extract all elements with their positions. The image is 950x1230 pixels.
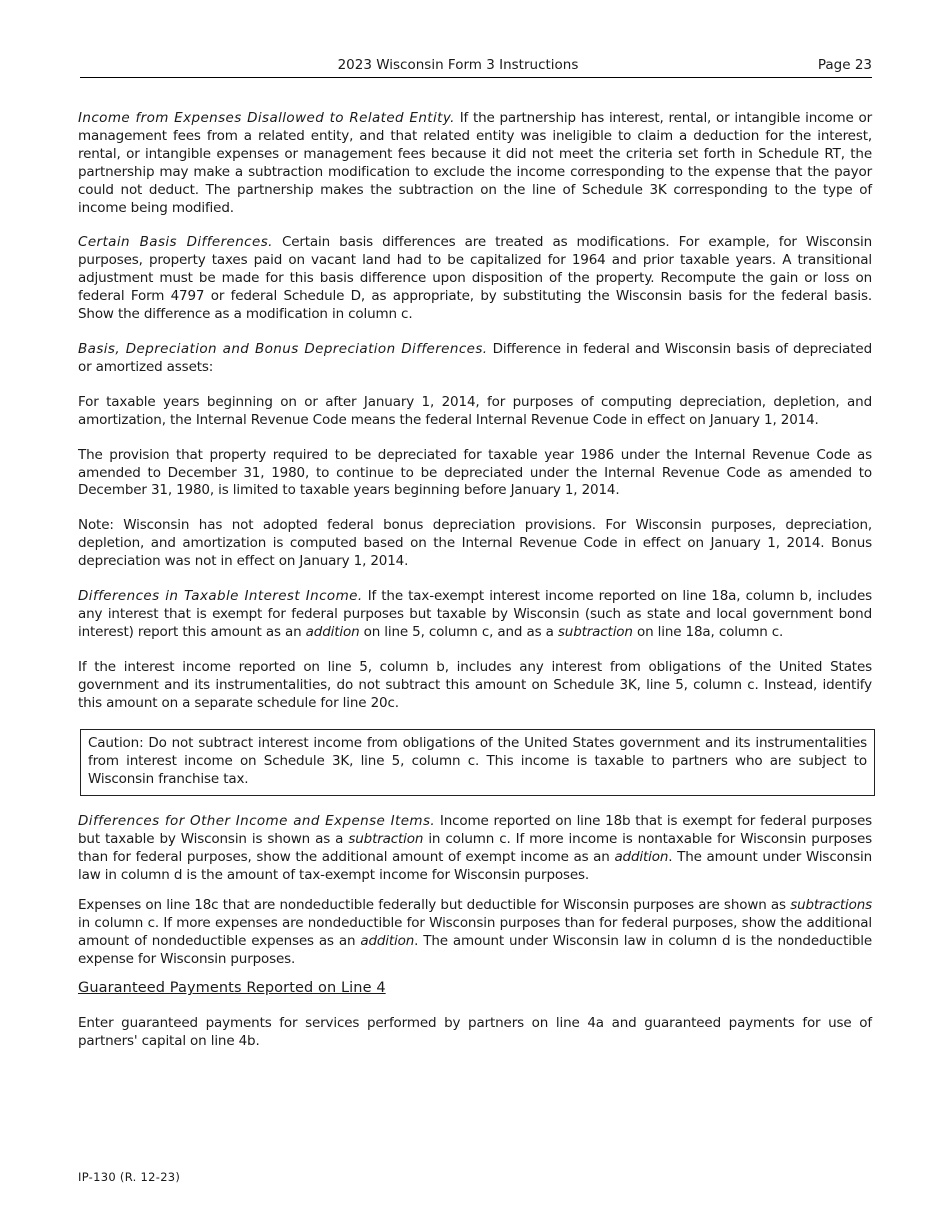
paragraph-bonus-note: Note: Wisconsin has not adopted federal bonus depreciation provisions. For Wisconsin purposes, depreciation, depletion, and amortization is computed based on the Internal Revenue Code in effect on January 1, 2014. Bonus depreciation was not in effect on January 1, 2014. (78, 517, 872, 570)
emphasis-subtractions: subtractions (790, 896, 872, 913)
paragraph-depreciation-2014: For taxable years beginning on or after January 1, 2014, for purposes of computing depreciation, depletion, and amortization, the Internal Revenue Code means the federal Internal Revenue Code in effect on January 1, 2014. (78, 393, 872, 428)
paragraph-text: in column c. If more expenses are nondeductible for Wisconsin purposes than for federal purposes, show the additional amount of nondeductible expenses as an (78, 914, 872, 949)
document-body (78, 110, 872, 1068)
paragraph-text: . The amount under Wisconsin law in column d is the nondeductible expense for Wisconsin purposes. (78, 932, 872, 967)
paragraph-text: Difference in federal and Wisconsin basis of depreciated or amortized assets: (78, 340, 872, 375)
section-lead-other-income: Differences for Other Income and Expense Items. (78, 813, 436, 830)
section-lead-basis-differences: Certain Basis Differences. (78, 234, 273, 251)
emphasis-subtraction: subtraction (557, 623, 633, 640)
page-number: Page 23 (817, 57, 872, 73)
caution-label: Caution: (88, 735, 144, 752)
paragraph-text: Income reported on line 18b that is exempt for federal purposes but taxable by Wisconsin is shown as a (78, 813, 872, 848)
section-lead-depreciation: Basis, Depreciation and Bonus Depreciation Differences. (78, 340, 488, 357)
document-title: 2023 Wisconsin Form 3 Instructions (337, 57, 579, 73)
section-lead-taxable-interest: Differences in Taxable Interest Income. (78, 588, 363, 605)
page-header (80, 57, 872, 78)
emphasis-addition: addition (305, 623, 360, 640)
paragraph-guaranteed-payments: Enter guaranteed payments for services performed by partners on line 4a and guaranteed payments for use of partners' capital on line 4b. (78, 1015, 872, 1050)
paragraph-us-obligations: If the interest income reported on line 5, column b, includes any interest from obligations of the United States government and its instrumentalities, do not subtract this amount on Schedule 3K, line 5, column c. Instead, identify this amount on a separate schedule for line 20c. (78, 658, 872, 711)
section-lead-related-entity: Income from Expenses Disallowed to Related Entity. (78, 110, 455, 126)
paragraph-basis-differences (78, 234, 872, 324)
paragraph-other-income (78, 813, 872, 885)
paragraph-text: . The amount under Wisconsin law in column d is the amount of tax-exempt income for Wisconsin purposes. (78, 849, 872, 883)
emphasis-addition: addition (614, 849, 669, 865)
paragraph-depreciation-1986: The provision that property required to be depreciated for taxable year 1986 under the Internal Revenue Code as amended to December 31, 1980, to continue to be depreciated under the Internal Revenue Code as amended to December 31, 1980, is limited to taxable years beginning before January 1, 2014. (78, 446, 872, 499)
emphasis-addition: addition (360, 932, 415, 949)
paragraph-text: Certain basis differences are treated as modifications. For example, for Wisconsin purposes, property taxes paid on vacant land had to be capitalized for 1964 and prior taxable years. A transitional adjustment must be made for this basis difference upon disposition of the property. Recompute the gain or loss on federal Form 4797 or federal Schedule D, as appropriate, by substituting the Wisconsin basis for the federal basis. Show the difference as a modification in column c. (78, 234, 872, 323)
form-revision-code: IP-130 (R. 12-23) (78, 1170, 181, 1184)
paragraph-text: on line 5, column c, and as a (359, 623, 558, 640)
paragraph-text: If the tax-exempt interest income reported on line 18a, column b, includes any interest that is exempt for federal purposes but taxable by Wisconsin (such as state and local government bond interest) report this amount as an (78, 588, 872, 640)
paragraph-depreciation (78, 341, 872, 377)
paragraph-text: Expenses on line 18c that are nondeductible federally but deductible for Wisconsin purposes are shown as (78, 896, 791, 913)
caution-box (80, 729, 875, 796)
paragraph-text: on line 18a, column c. (632, 623, 784, 640)
paragraph-text: in column c. If more income is nontaxable for Wisconsin purposes than for federal purposes, show the additional amount of exempt income as an (78, 831, 872, 865)
paragraph-related-entity (78, 110, 872, 217)
emphasis-subtraction: subtraction (348, 831, 424, 848)
paragraph-taxable-interest (78, 588, 872, 642)
section-heading-guaranteed-payments: Guaranteed Payments Reported on Line 4 (78, 980, 386, 997)
paragraph-other-expenses (78, 897, 872, 969)
caution-body: Do not subtract interest income from obligations of the United States government and its instrumentalities from interest income on Schedule 3K, line 5, column c. This income is taxable to partners who are subject to Wisconsin franchise tax. (88, 735, 867, 788)
paragraph-text: If the partnership has interest, rental, or intangible income or management fees from a related entity, and that related entity was ineligible to claim a deduction for the interest, rental, or intangible expenses or management fees because it did not meet the criteria set forth in Schedule RT, the partnership may make a subtraction modification to exclude the income corresponding to the expense that the payor could not deduct. The partnership makes the subtraction on the line of Schedule 3K corresponding to the type of income being modified. (78, 110, 872, 216)
caution-text (88, 735, 867, 789)
